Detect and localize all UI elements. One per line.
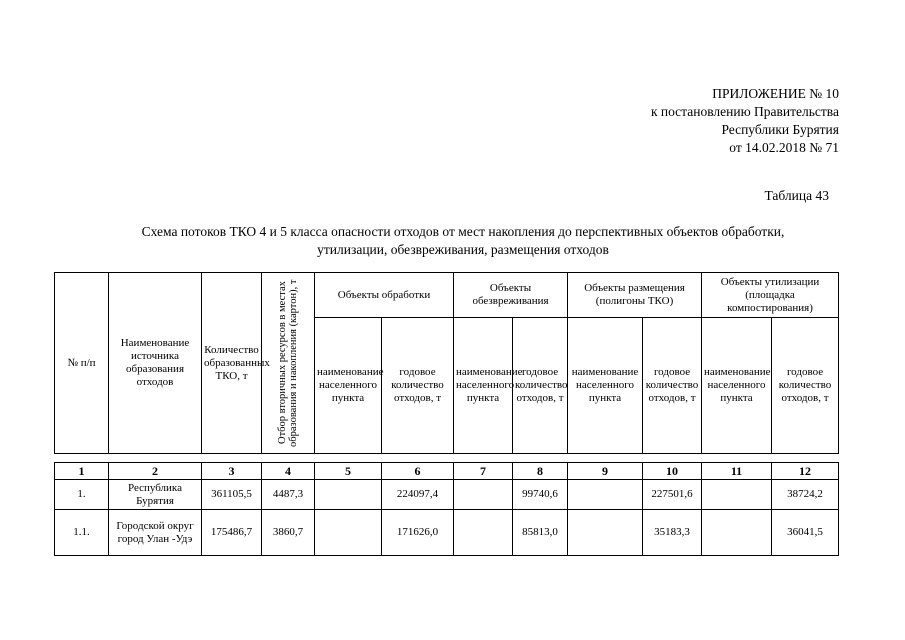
appendix-line: ПРИЛОЖЕНИЕ № 10 (712, 86, 839, 101)
row-name: Городской округ город Улан -Удэ (109, 510, 202, 556)
appendix-line: к постановлению Правительства (650, 104, 839, 119)
cell-utilization-name (702, 480, 772, 510)
column-number: 1 (55, 463, 109, 480)
sub-name: наименование населенного пункта (315, 318, 382, 454)
header-amount: Количество образованных ТКО, т (202, 273, 262, 454)
column-number: 7 (454, 463, 513, 480)
table-row (55, 510, 839, 556)
cell-neutralization-name (454, 510, 513, 556)
sub-name: наименование населенного пункта (454, 318, 513, 454)
column-number: 9 (568, 463, 643, 480)
column-number: 8 (513, 463, 568, 480)
column-number: 2 (109, 463, 202, 480)
column-number: 10 (643, 463, 702, 480)
appendix-block (519, 85, 839, 157)
column-number: 3 (202, 463, 262, 480)
cell-processing-name (315, 480, 382, 510)
column-number: 12 (772, 463, 839, 480)
table-number: Таблица 43 (764, 188, 829, 203)
cell-utilization-amount: 36041,5 (772, 510, 839, 556)
row-name: Республика Бурятия (109, 480, 202, 510)
table-row (55, 480, 839, 510)
cell-placement-amount: 35183,3 (643, 510, 702, 556)
cell-utilization-name (702, 510, 772, 556)
appendix-line: Республики Бурятия (721, 122, 839, 137)
title-line: Схема потоков ТКО 4 и 5 класса опасности отходов от мест накопления до перспективных объектов обработки, (141, 224, 785, 239)
sub-name: наименование населенного пункта (702, 318, 772, 454)
cell-utilization-amount: 38724,2 (772, 480, 839, 510)
page-title (60, 223, 866, 259)
column-number: 11 (702, 463, 772, 480)
cell-selection: 4487,3 (262, 480, 315, 510)
sub-amount: годовое количество отходов, т (382, 318, 454, 454)
cell-amount: 361105,5 (202, 480, 262, 510)
sub-amount: годовое количество отходов, т (643, 318, 702, 454)
cell-placement-name (568, 480, 643, 510)
group-neutralization: Объекты обезвреживания (454, 273, 568, 318)
row-number: 1.1. (55, 510, 109, 556)
cell-processing-name (315, 510, 382, 556)
cell-neutralization-amount: 99740,6 (513, 480, 568, 510)
appendix-line: от 14.02.2018 № 71 (729, 140, 839, 155)
column-number: 5 (315, 463, 382, 480)
cell-processing-amount: 171626,0 (382, 510, 454, 556)
column-number: 4 (262, 463, 315, 480)
sub-amount: годовое количество отходов, т (772, 318, 839, 454)
row-number: 1. (55, 480, 109, 510)
waste-flow-table (54, 272, 839, 556)
header-source: Наименование источника образования отходов (109, 273, 202, 454)
sub-amount: годовое количество отходов, т (513, 318, 568, 454)
cell-amount: 175486,7 (202, 510, 262, 556)
cell-placement-name (568, 510, 643, 556)
cell-neutralization-amount: 85813,0 (513, 510, 568, 556)
cell-processing-amount: 224097,4 (382, 480, 454, 510)
title-line: утилизации, обезвреживания, размещения отходов (317, 242, 609, 257)
cell-neutralization-name (454, 480, 513, 510)
header-no: № п/п (55, 273, 109, 454)
group-processing: Объекты обработки (315, 273, 454, 318)
cell-placement-amount: 227501,6 (643, 480, 702, 510)
group-placement: Объекты размещения (полигоны ТКО) (568, 273, 702, 318)
group-utilization: Объекты утилизации (площадка компостирования) (702, 273, 839, 318)
column-number: 6 (382, 463, 454, 480)
sub-name: наименование населенного пункта (568, 318, 643, 454)
header-selection-text: Отбор вторичных ресурсов в местах образования и накопления (картон), т (277, 279, 299, 447)
cell-selection: 3860,7 (262, 510, 315, 556)
